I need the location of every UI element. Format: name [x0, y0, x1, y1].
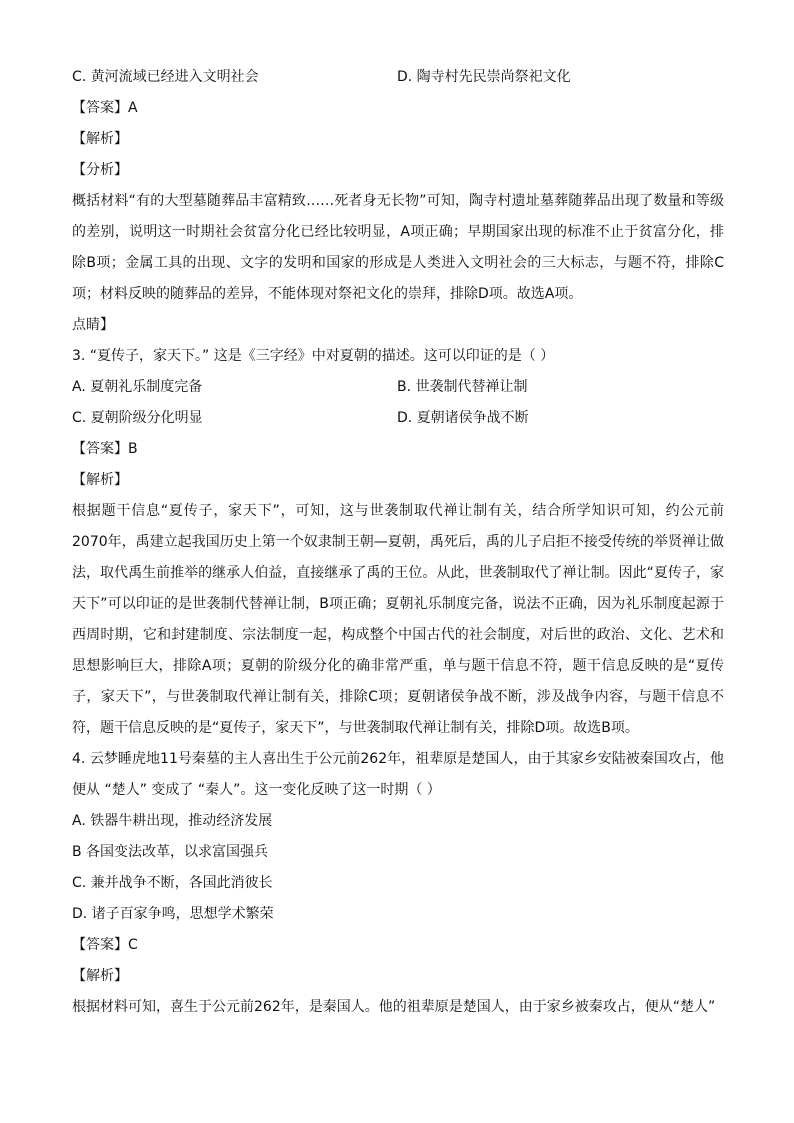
q3-option-c: C. 夏朝阶级分化明显 — [72, 410, 203, 426]
q4-option-a: A. 铁器牛耕出现，推动经济发展 — [72, 813, 273, 829]
q3-analysis-text: 根据题干信息“夏传子，家天下”，可知，这与世袭制取代禅让制有关，结合所学知识可知，约公元前 2070年，禹建立起我国历史上第一个奴隶制王朝—夏朝，禹死后，禹的儿子启拒不接受传统的举贤禅让做法，取代禹生前推举的继承人伯益，直接继承了禹的王位。从此，世袭制取代了禅让制。因此“夏传子，家天下”可以印证的是世袭制代替禅让制，B项正确；夏朝礼乐制度完备，说法不正确，因为礼乐制度起源于西周时期，它和封建制度、宗法制度一起，构成整个中国古代的社会制度，对后世的政治、文化、艺术和思想影响巨大，排除A项；夏朝的阶级分化的确非常严重，单与题干信息不符，题干信息反映的是“夏传子，家天下”，与世袭制取代禅让制有关，排除C项；夏朝诸侯争战不断，涉及战争内容，与题干信息不符，题干信息反映的是“夏传子，家天下”，与世袭制取代禅让制有关，排除D项。故选B项。 — [72, 503, 724, 736]
q3-jiexi-heading: 【解析】 — [72, 472, 128, 488]
q3-options-ab — [72, 372, 724, 403]
q4-answer: 【答案】C — [72, 937, 138, 953]
q2-analysis-text: 概括材料“有的大型墓随葬品丰富精致……死者身无长物”可知，陶寺村遗址墓葬随葬品出现了数量和等级的差别，说明这一时期社会贫富分化已经比较明显，A项正确；早期国家出现的标准不止于贫富分化，排除B项；金属工具的出现、文字的发明和国家的形成是人类进入文明社会的三大标志，与题不符，排除C项；材料反映的随葬品的差异，不能体现对祭祀文化的崇拜，排除D项。故选A项。 — [72, 193, 724, 302]
document-page — [72, 62, 724, 1023]
q2-options-cd — [72, 62, 724, 93]
q3-option-d: D. 夏朝诸侯争战不断 — [397, 410, 529, 426]
q2-option-d: D. 陶寺村先民崇尚祭祀文化 — [397, 69, 571, 85]
q4-jiexi-heading: 【解析】 — [72, 968, 128, 984]
q4-option-c: C. 兼并战争不断，各国此消彼长 — [72, 875, 273, 891]
q4-option-d: D. 诸子百家争鸣，思想学术繁荣 — [72, 906, 274, 922]
q2-answer: 【答案】A — [72, 100, 138, 116]
q3-option-b: B. 世袭制代替禅让制 — [397, 379, 528, 395]
q3-stem: 3. “夏传子，家天下。” 这是《三字经》中对夏朝的描述。这可以印证的是（ ） — [72, 348, 555, 364]
q3-answer: 【答案】B — [72, 441, 138, 457]
q2-option-c: C. 黄河流域已经进入文明社会 — [72, 69, 259, 85]
q2-jiexi-heading: 【解析】 — [72, 131, 128, 147]
q3-option-a: A. 夏朝礼乐制度完备 — [72, 379, 203, 395]
q4-option-b: B 各国变法改革，以求富国强兵 — [72, 844, 269, 860]
q2-dianjing-heading: 点睛】 — [72, 317, 114, 333]
q2-fenxi-heading: 【分析】 — [72, 162, 128, 178]
q4-stem: 4. 云梦睡虎地11号秦墓的主人喜出生于公元前262年，祖辈原是楚国人，由于其家乡安陆被秦国攻占，他便从 “楚人” 变成了 “秦人”。这一变化反映了这一时期（ ） — [72, 751, 724, 798]
q3-options-cd — [72, 403, 724, 434]
q4-analysis-text: 根据材料可知，喜生于公元前262年，是秦国人。他的祖辈原是楚国人，由于家乡被秦攻占，便从“楚人” — [72, 999, 716, 1015]
